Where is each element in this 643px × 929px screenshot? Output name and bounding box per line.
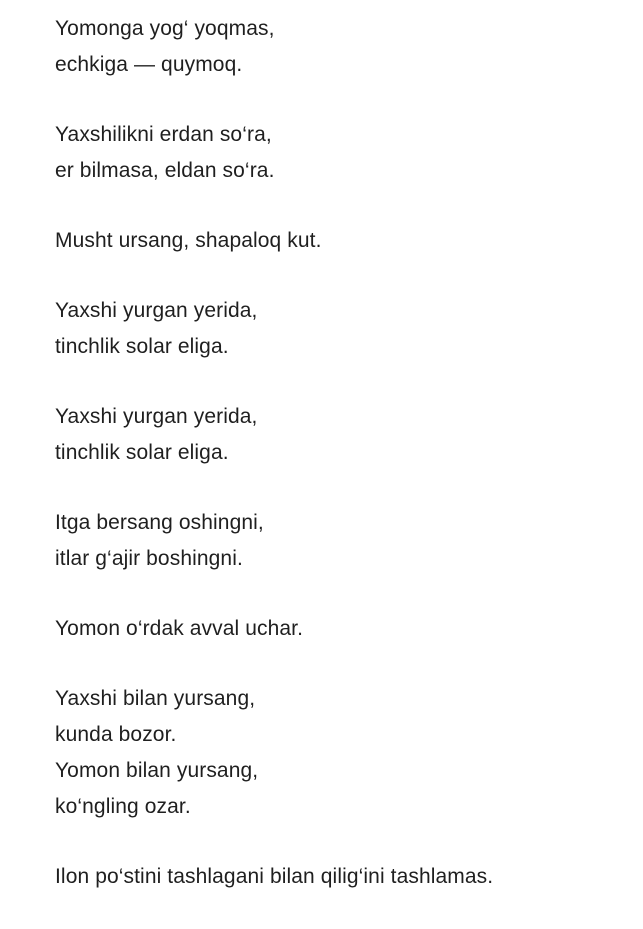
text-line: ko‘ngling ozar. <box>55 795 191 818</box>
stanza <box>55 399 625 471</box>
text-line: Yomonga yog‘ yoqmas, <box>55 17 275 40</box>
text-line: Yaxshilikni erdan so‘ra, <box>55 123 272 146</box>
stanza <box>55 117 625 189</box>
text-line: Musht ursang, shapaloq kut. <box>55 229 322 252</box>
text-line: Yomon bilan yursang, <box>55 759 259 782</box>
text-line: Yaxshi bilan yursang, <box>55 687 256 710</box>
stanza <box>55 611 625 647</box>
text-line: tinchlik solar eliga. <box>55 441 229 464</box>
text-line: er bilmasa, eldan so‘ra. <box>55 159 275 182</box>
text-line: echkiga — quymoq. <box>55 53 243 76</box>
stanza <box>55 11 625 83</box>
text-line: tinchlik solar eliga. <box>55 335 229 358</box>
stanza <box>55 223 625 259</box>
text-line: Yomon o‘rdak avval uchar. <box>55 617 304 640</box>
text-line: Yaxshi yurgan yerida, <box>55 405 258 428</box>
stanza <box>55 681 625 825</box>
stanza <box>55 505 625 577</box>
text-line: Yaxshi yurgan yerida, <box>55 299 258 322</box>
text-line: Itga bersang oshingni, <box>55 511 264 534</box>
text-line: Ilon po‘stini tashlagani bilan qilig‘ini tashlamas. <box>55 865 494 888</box>
proverbs-list <box>55 11 625 929</box>
stanza <box>55 859 625 895</box>
text-line: itlar g‘ajir boshingni. <box>55 547 243 570</box>
text-line: kunda bozor. <box>55 723 177 746</box>
stanza <box>55 293 625 365</box>
